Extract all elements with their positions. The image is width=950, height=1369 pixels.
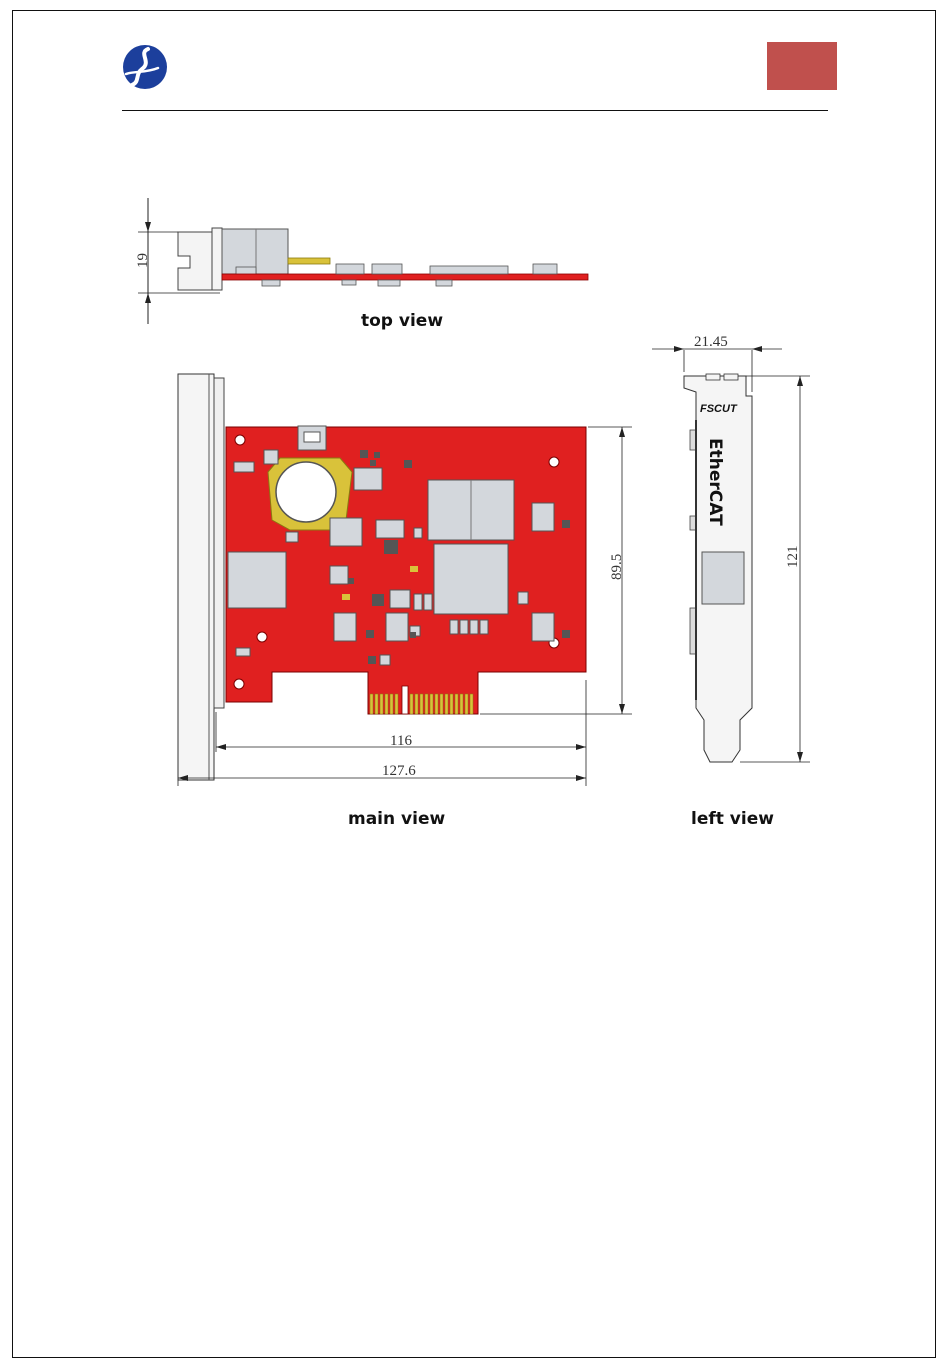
bracket-ethercat-logo: EtherCAT [705,438,725,526]
caption-main-view: main view [348,809,446,829]
dim-board-height: 89.5 [609,553,625,580]
top-view-drawing [138,198,588,324]
dim-bracket-height: 121 [785,545,801,568]
dim-bracket-width: 21.45 [694,334,728,350]
caption-top-view: top view [361,311,444,331]
dim-overall-width: 127.6 [382,763,416,779]
bracket-brand-label: FSCUT [700,403,737,415]
dim-board-width: 116 [390,733,412,749]
main-view-drawing [178,374,632,786]
caption-left-view: left view [691,809,774,829]
dim-top-height: 19 [135,253,151,268]
